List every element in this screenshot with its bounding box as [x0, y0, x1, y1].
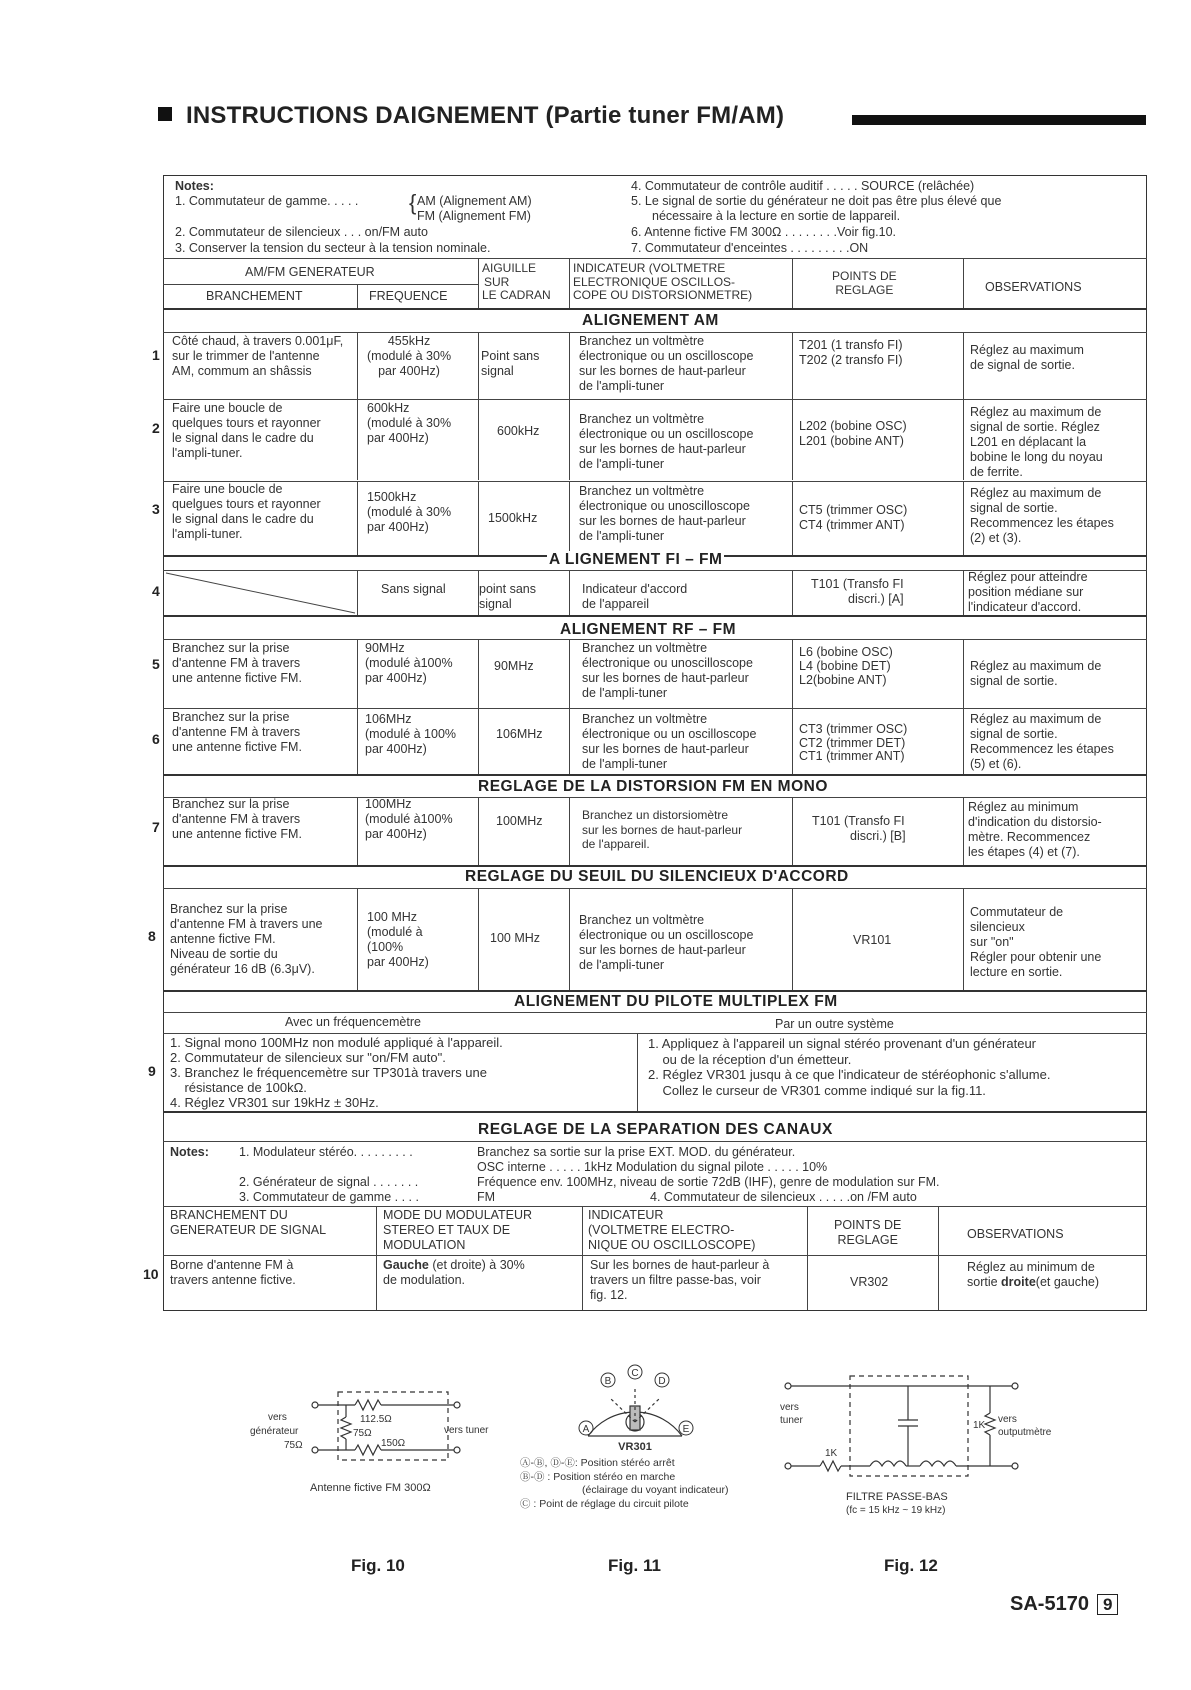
- row6-frequence: 106MHz (modulé à 100% par 400Hz): [365, 712, 457, 756]
- section-seuil-silencieux: REGLAGE DU SEUIL DU SILENCIEUX D'ACCORD: [465, 868, 849, 885]
- row1-points: T201 (1 transfo FI) T202 (2 transfo FI): [799, 338, 903, 367]
- note-2: 2. Commutateur de silencieux . . . on/FM auto: [175, 225, 428, 239]
- fig12-vers: vers: [780, 1402, 799, 1413]
- sep-note-3-detail: FM: [477, 1190, 496, 1204]
- note-7: 7. Commutateur d'enceintes . . . . . . . . .ON: [631, 241, 869, 255]
- sep-header-observations: OBSERVATIONS: [967, 1227, 1064, 1241]
- header-indicateur: INDICATEUR (VOLTMETRE ELECTRONIQUE OSCILLOS- COPE OU DISTORSIONMETRE): [573, 261, 753, 302]
- row1-branchement: Côté chaud, à travers 0.001μF, sur le trimmer de l'antenne AM, commum an shâssis: [172, 334, 344, 378]
- pilote-right-steps: 1. Appliquez à l'appareil un signal stéréo provenant d'un générateur ou de la réception d'un émetteur. 2. Réglez VR301 jusqu à ce que l'indicateur de stéréophonic s'allume. Collez le curseur de VR301 comme indiqué sur la fig.11.: [648, 1036, 1051, 1098]
- fig10-tuner: vers tuner: [444, 1425, 489, 1436]
- row5-frequence: 90MHz (modulé à100% par 400Hz): [365, 641, 453, 685]
- fig12-r1k: 1K: [825, 1448, 838, 1459]
- fig10-label: Antenne fictive FM 300Ω: [310, 1482, 431, 1494]
- header-observations: OBSERVATIONS: [985, 280, 1082, 294]
- row8-branchement: Branchez sur la prise d'antenne FM à travers une antenne fictive FM. Niveau de sortie du générateur 16 dB (6.3μV).: [170, 902, 323, 976]
- row4-indicateur: Indicateur d'accord de l'appareil: [582, 582, 688, 611]
- sep-note-3: 3. Commutateur de gamme . . . .: [239, 1190, 419, 1204]
- fig12-diagram: [780, 1368, 1052, 1518]
- row1-aiguille: Point sans signal: [481, 349, 540, 378]
- sep-indicateur: Sur les bornes de haut-parleur à travers un filtre passe-bas, voir fig. 12.: [590, 1258, 770, 1302]
- row2-frequence: 600kHz (modulé à 30% par 400Hz): [367, 401, 452, 445]
- note-6: 6. Antenne fictive FM 300Ω . . . . . . . .Voir fig.10.: [631, 225, 897, 239]
- brace: {: [409, 190, 417, 215]
- row2-branchement: Faire une boucle de quelques tours et rayonner le signal dans le cadre du l'ampli-tuner.: [172, 401, 321, 460]
- fig12-vers2: vers: [998, 1414, 1017, 1425]
- section-separation-canaux: REGLAGE DE LA SEPARATION DES CANAUX: [478, 1121, 833, 1138]
- row3-branchement: Faire une boucle de quelgues tours et rayonner le signal dans le cadre du l'ampli-tuner.: [172, 482, 321, 541]
- sep-notes-heading: Notes:: [170, 1145, 209, 1159]
- row-number-9: 9: [148, 1063, 156, 1079]
- fig11-a: A: [582, 1424, 590, 1435]
- fig10-generateur: générateur: [250, 1426, 299, 1437]
- fig11-legend-2: Ⓑ-Ⓓ : Position stéréo en marche: [520, 1471, 676, 1483]
- row7-indicateur: Branchez un distorsiomètre sur les bornes de haut-parleur de l'appareil.: [582, 808, 743, 851]
- row8-frequence: 100 MHz (modulé à (100% par 400Hz): [367, 910, 429, 969]
- row-number-1: 1: [152, 347, 160, 363]
- row-number-4: 4: [152, 583, 160, 599]
- sep-points: VR302: [850, 1275, 889, 1289]
- row4-aiguille: point sans signal: [479, 582, 536, 611]
- sep-header-mode: MODE DU MODULATEUR STEREO ET TAUX DE MODULATION: [383, 1208, 533, 1252]
- sep-mode: Gauche (et droite) à 30% de modulation.: [383, 1258, 525, 1287]
- pilote-left-head: Avec un fréquencemètre: [285, 1015, 421, 1029]
- page-number: 9: [1097, 1594, 1118, 1615]
- row1-indicateur: Branchez un voltmètre électronique ou un oscilloscope sur les bornes de haut-parleur de l'ampli-tuner: [579, 334, 754, 393]
- note-1: 1. Commutateur de gamme. . . . .: [175, 194, 359, 208]
- section-pilote-multiplex: ALIGNEMENT DU PILOTE MULTIPLEX FM: [514, 993, 838, 1010]
- row-number-2: 2: [152, 420, 160, 436]
- row1-frequence: 455kHz (modulé à 30% par 400Hz): [367, 334, 452, 378]
- row2-indicateur: Branchez un voltmètre électronique ou un oscilloscope sur les bornes de haut-parleur de l'ampli-tuner: [579, 412, 754, 471]
- section-alignement-rf-fm: ALIGNEMENT RF – FM: [560, 621, 737, 638]
- row2-observations: Réglez au maximum de signal de sortie. Réglez L201 en déplacant la bobine le long du noyau de ferrite.: [970, 405, 1103, 479]
- row1-observations: Réglez au maximum de signal de sortie.: [970, 343, 1084, 372]
- sep-note-2-detail: Fréquence env. 100MHz, niveau de sortie 72dB (IHF), genre de modulation sur FM.: [477, 1175, 940, 1189]
- notes-heading: Notes:: [175, 179, 214, 193]
- fig12-caption: Fig. 12: [884, 1556, 938, 1575]
- note-5a: 5. Le signal de sortie du générateur ne doit pas être plus élevé que: [631, 194, 1002, 208]
- sep-header-points: POINTS DE REGLAGE: [834, 1218, 902, 1247]
- row8-observations: Commutateur de silencieux sur "on" Régler pour obtenir une lecture en sortie.: [970, 905, 1102, 979]
- sep-note-1-osc: OSC interne . . . . . 1kHz Modulation du signal pilote . . . . . 10%: [477, 1160, 828, 1174]
- row5-observations: Réglez au maximum de signal de sortie.: [970, 659, 1102, 688]
- fig12-tuner: tuner: [780, 1415, 803, 1426]
- sep-note-1: 1. Modulateur stéréo. . . . . . . . .: [239, 1145, 413, 1159]
- fig11-legend-3: (éclairage du voyant indicateur): [582, 1484, 729, 1496]
- title-rule: [852, 115, 1146, 125]
- fig10-caption: Fig. 10: [351, 1556, 405, 1575]
- header-points: POINTS DE REGLAGE: [832, 269, 897, 297]
- note-3: 3. Conserver la tension du secteur à la tension nominale.: [175, 241, 491, 255]
- row7-observations: Réglez au minimum d'indication du distorsio- mètre. Recommencez les étapes (4) et (7).: [968, 800, 1102, 859]
- row4-diagonal: [163, 570, 357, 615]
- fig12-sub: (fc = 15 kHz ~ 19 kHz): [846, 1505, 946, 1516]
- row6-aiguille: 106MHz: [496, 727, 543, 741]
- row3-points: CT5 (trimmer OSC) CT4 (trimmer ANT): [799, 503, 908, 532]
- fig12-r1kb: 1K: [973, 1420, 986, 1431]
- row-number-8: 8: [148, 928, 156, 944]
- sep-header-branchement: BRANCHEMENT DU GENERATEUR DE SIGNAL: [170, 1208, 327, 1237]
- fig12-label: FILTRE PASSE-BAS: [846, 1491, 948, 1503]
- row8-indicateur: Branchez un voltmètre électronique ou un oscilloscope sur les bornes de haut-parleur de l'ampli-tuner: [579, 913, 754, 972]
- pilote-right-head: Par un outre système: [775, 1017, 894, 1031]
- row-number-5: 5: [152, 656, 160, 672]
- row3-aiguille: 1500kHz: [488, 511, 538, 525]
- bullet-square-icon: [158, 107, 172, 121]
- row6-points: CT3 (trimmer OSC) CT2 (trimmer DET) CT1 (trimmer ANT): [799, 722, 908, 763]
- row8-points: VR101: [853, 933, 892, 947]
- row3-frequence: 1500kHz (modulé à 30% par 400Hz): [367, 490, 452, 534]
- row6-indicateur: Branchez un voltmètre électronique ou un oscilloscope sur les bornes de haut-parleur de l'ampli-tuner: [582, 712, 757, 771]
- pilote-left-steps: 1. Signal mono 100MHz non modulé appliqué à l'appareil. 2. Commutateur de silencieux sur "on/FM auto". 3. Branchez le fréquencemètre sur TP301à travers une résistance de 100kΩ. 4. Réglez VR301 sur 19kHz ± 30Hz.: [170, 1035, 503, 1110]
- row6-observations: Réglez au maximum de signal de sortie. Recommencez les étapes (5) et (6).: [970, 712, 1114, 771]
- fig11-d: D: [658, 1376, 666, 1387]
- note-4: 4. Commutateur de contrôle auditif . . . . . SOURCE (relâchée): [631, 179, 975, 193]
- fig11-name: VR301: [618, 1441, 652, 1453]
- model-number: SA-5170 9: [1010, 1593, 1118, 1616]
- row-number-3: 3: [152, 501, 160, 517]
- row7-aiguille: 100MHz: [496, 814, 543, 828]
- section-alignement-am: ALIGNEMENT AM: [582, 312, 719, 329]
- header-aiguille: AIGUILLE SUR LE CADRAN: [482, 261, 551, 302]
- row2-aiguille: 600kHz: [497, 424, 540, 438]
- fig10-r150: 150Ω: [381, 1438, 406, 1449]
- row5-points: L6 (bobine OSC) L4 (bobine DET) L2(bobine ANT): [799, 645, 893, 687]
- fig11-caption: Fig. 11: [608, 1556, 661, 1575]
- fig10-vers: vers: [268, 1412, 287, 1423]
- note-1-fm: FM (Alignement FM): [417, 209, 531, 223]
- fig10-r112: 112.5Ω: [360, 1414, 392, 1425]
- sep-header-indicateur: INDICATEUR (VOLTMETRE ELECTRO- NIQUE OU OSCILLOSCOPE): [588, 1208, 756, 1252]
- fig11-legend-4: Ⓒ : Point de réglage du circuit pilote: [520, 1498, 689, 1510]
- sep-note-1-detail: Branchez sa sortie sur la prise EXT. MOD. du générateur.: [477, 1145, 796, 1159]
- row5-indicateur: Branchez un voltmètre électronique ou unoscilloscope sur les bornes de haut-parleur de l'ampli-tuner: [582, 641, 753, 700]
- row-number-6: 6: [152, 731, 160, 747]
- row5-branchement: Branchez sur la prise d'antenne FM à travers une antenne fictive FM.: [172, 641, 302, 685]
- row3-observations: Réglez au maximum de signal de sortie. Recommencez les étapes (2) et (3).: [970, 486, 1114, 545]
- row7-branchement: Branchez sur la prise d'antenne FM à travers une antenne fictive FM.: [172, 797, 302, 841]
- row4-observations: Réglez pour atteindre position médiane sur l'indicateur d'accord.: [968, 570, 1088, 614]
- sep-note-2: 2. Générateur de signal . . . . . . .: [239, 1175, 419, 1189]
- row4-frequence: Sans signal: [381, 582, 446, 596]
- fig11-c: C: [631, 1368, 639, 1379]
- sep-branchement: Borne d'antenne FM à travers antenne fictive.: [170, 1258, 296, 1287]
- fig10-r75b: 75Ω: [353, 1428, 372, 1439]
- row3-indicateur: Branchez un voltmètre électronique ou unoscilloscope sur les bornes de haut-parleur de l'ampli-tuner: [579, 484, 750, 543]
- row7-points: T101 (Transfo FI discri.) [B]: [812, 814, 906, 843]
- fig10-diagram: [250, 1380, 490, 1500]
- row4-points: T101 (Transfo FI discri.) [A]: [810, 577, 904, 606]
- sep-note-4: 4. Commutateur de silencieux . . . . .on /FM auto: [650, 1190, 917, 1204]
- row6-branchement: Branchez sur la prise d'antenne FM à travers une antenne fictive FM.: [172, 710, 302, 754]
- fig11-b: B: [604, 1376, 612, 1387]
- row7-frequence: 100MHz (modulé à100% par 400Hz): [365, 797, 453, 841]
- row-number-10: 10: [143, 1266, 159, 1282]
- note-1-am: AM (Alignement AM): [417, 194, 532, 208]
- row8-aiguille: 100 MHz: [490, 931, 541, 945]
- page-title: INSTRUCTIONS DAIGNEMENT (Partie tuner FM/AM): [158, 102, 784, 130]
- fig11-diagram: [510, 1360, 780, 1510]
- row5-aiguille: 90MHz: [494, 659, 534, 673]
- fig12-out: outputmètre: [998, 1427, 1052, 1438]
- section-alignement-fi-fm: A LIGNEMENT FI – FM: [549, 551, 723, 568]
- header-branchement: BRANCHEMENT: [206, 289, 303, 303]
- fig11-e: E: [682, 1424, 690, 1435]
- section-distorsion: REGLAGE DE LA DISTORSION FM EN MONO: [478, 778, 828, 795]
- note-5b: nécessaire à la lecture en sortie de lappareil.: [652, 209, 901, 223]
- row2-points: L202 (bobine OSC) L201 (bobine ANT): [799, 419, 907, 448]
- row-number-7: 7: [152, 819, 160, 835]
- fig11-legend-1: Ⓐ-Ⓑ, Ⓓ-Ⓔ: Position stéréo arrêt: [520, 1457, 675, 1469]
- header-frequence: FREQUENCE: [369, 289, 448, 303]
- header-generateur: AM/FM GENERATEUR: [245, 265, 375, 279]
- sep-observations: Réglez au minimum de sortie droite(et gauche): [967, 1260, 1100, 1289]
- fig10-r75: 75Ω: [284, 1440, 303, 1451]
